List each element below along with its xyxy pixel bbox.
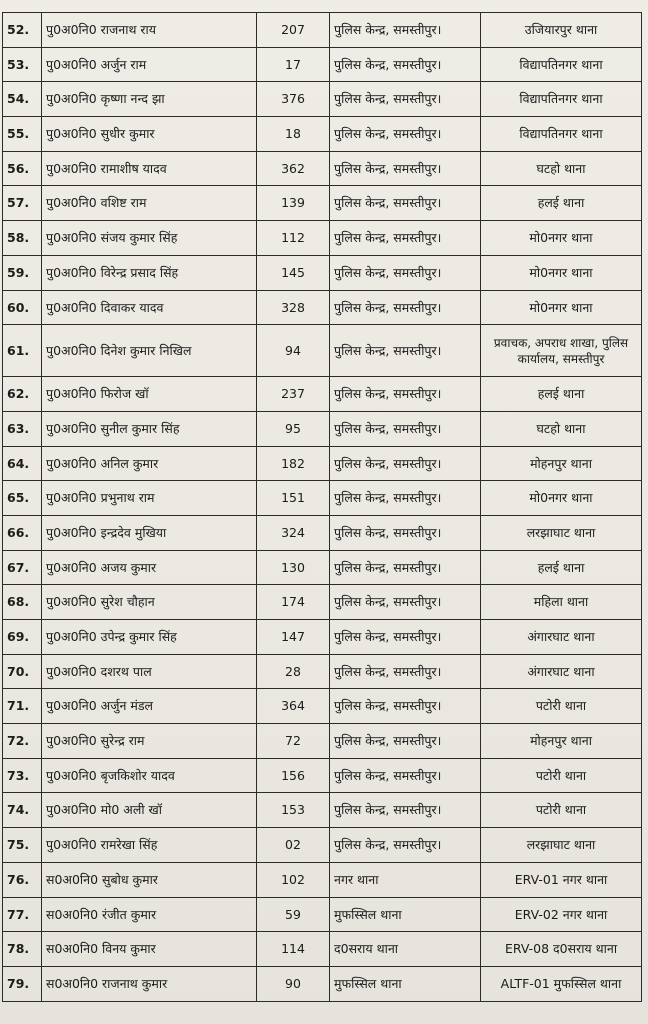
- badge-number: 237: [257, 377, 330, 412]
- officer-name: पु0अ0नि0 मो0 अली खॉ: [42, 793, 257, 828]
- officer-name: पु0अ0नि0 सुधीर कुमार: [42, 117, 257, 152]
- table-row: [3, 585, 642, 620]
- badge-number: 174: [257, 585, 330, 620]
- current-posting: पुलिस केन्द्र, समस्तीपुर।: [330, 689, 481, 724]
- serial-number: 72.: [3, 724, 42, 759]
- serial-number: 53.: [3, 47, 42, 82]
- transfer-table: [2, 12, 642, 1002]
- current-posting: पुलिस केन्द्र, समस्तीपुर।: [330, 585, 481, 620]
- badge-number: 145: [257, 255, 330, 290]
- new-posting: लरझाघाट थाना: [481, 828, 642, 863]
- table-row: [3, 793, 642, 828]
- table-row: [3, 13, 642, 48]
- new-posting: पटोरी थाना: [481, 689, 642, 724]
- officer-name: पु0अ0नि0 अर्जुन मंडल: [42, 689, 257, 724]
- badge-number: 182: [257, 446, 330, 481]
- officer-name: पु0अ0नि0 उपेन्द्र कुमार सिंह: [42, 620, 257, 655]
- new-posting: प्रवाचक, अपराध शाखा, पुलिस कार्यालय, समस्तीपुर: [481, 325, 642, 377]
- current-posting: पुलिस केन्द्र, समस्तीपुर।: [330, 793, 481, 828]
- table-row: [3, 377, 642, 412]
- new-posting: ERV-08 द0सराय थाना: [481, 932, 642, 967]
- officer-name: पु0अ0नि0 अजय कुमार: [42, 550, 257, 585]
- current-posting: पुलिस केन्द्र, समस्तीपुर।: [330, 290, 481, 325]
- new-posting: हलई थाना: [481, 377, 642, 412]
- serial-number: 52.: [3, 13, 42, 48]
- current-posting: पुलिस केन्द्र, समस्तीपुर।: [330, 515, 481, 550]
- officer-name: पु0अ0नि0 दिनेश कुमार निखिल: [42, 325, 257, 377]
- table-row: [3, 411, 642, 446]
- table-row: [3, 446, 642, 481]
- serial-number: 54.: [3, 82, 42, 117]
- badge-number: 59: [257, 897, 330, 932]
- serial-number: 58.: [3, 221, 42, 256]
- new-posting: मो0नगर थाना: [481, 221, 642, 256]
- badge-number: 147: [257, 620, 330, 655]
- new-posting: मोहनपुर थाना: [481, 724, 642, 759]
- serial-number: 77.: [3, 897, 42, 932]
- badge-number: 364: [257, 689, 330, 724]
- current-posting: पुलिस केन्द्र, समस्तीपुर।: [330, 221, 481, 256]
- serial-number: 78.: [3, 932, 42, 967]
- current-posting: पुलिस केन्द्र, समस्तीपुर।: [330, 620, 481, 655]
- officer-name: पु0अ0नि0 सुनील कुमार सिंह: [42, 411, 257, 446]
- officer-name: पु0अ0नि0 कृष्णा नन्द झा: [42, 82, 257, 117]
- new-posting: विद्यापतिनगर थाना: [481, 117, 642, 152]
- serial-number: 62.: [3, 377, 42, 412]
- officer-name: पु0अ0नि0 सुरेन्द्र राम: [42, 724, 257, 759]
- serial-number: 65.: [3, 481, 42, 516]
- current-posting: पुलिस केन्द्र, समस्तीपुर।: [330, 724, 481, 759]
- new-posting: हलई थाना: [481, 550, 642, 585]
- badge-number: 362: [257, 151, 330, 186]
- new-posting: अंगारघाट थाना: [481, 654, 642, 689]
- current-posting: पुलिस केन्द्र, समस्तीपुर।: [330, 758, 481, 793]
- badge-number: 28: [257, 654, 330, 689]
- badge-number: 72: [257, 724, 330, 759]
- serial-number: 59.: [3, 255, 42, 290]
- current-posting: पुलिस केन्द्र, समस्तीपुर।: [330, 47, 481, 82]
- new-posting: मो0नगर थाना: [481, 481, 642, 516]
- serial-number: 55.: [3, 117, 42, 152]
- table-row: [3, 151, 642, 186]
- badge-number: 95: [257, 411, 330, 446]
- badge-number: 153: [257, 793, 330, 828]
- current-posting: पुलिस केन्द्र, समस्तीपुर।: [330, 151, 481, 186]
- serial-number: 60.: [3, 290, 42, 325]
- new-posting: उजियारपुर थाना: [481, 13, 642, 48]
- new-posting: महिला थाना: [481, 585, 642, 620]
- table-row: [3, 255, 642, 290]
- badge-number: 130: [257, 550, 330, 585]
- table-row: [3, 481, 642, 516]
- table-row: [3, 758, 642, 793]
- serial-number: 61.: [3, 325, 42, 377]
- new-posting: पटोरी थाना: [481, 758, 642, 793]
- table-row: [3, 724, 642, 759]
- current-posting: पुलिस केन्द्र, समस्तीपुर।: [330, 186, 481, 221]
- officer-name: स0अ0नि0 राजनाथ कुमार: [42, 966, 257, 1001]
- badge-number: 114: [257, 932, 330, 967]
- serial-number: 76.: [3, 862, 42, 897]
- officer-name: पु0अ0नि0 प्रभुनाथ राम: [42, 481, 257, 516]
- new-posting: घटहो थाना: [481, 411, 642, 446]
- table-row: [3, 290, 642, 325]
- officer-name: स0अ0नि0 रंजीत कुमार: [42, 897, 257, 932]
- current-posting: पुलिस केन्द्र, समस्तीपुर।: [330, 255, 481, 290]
- table-row: [3, 325, 642, 377]
- current-posting: पुलिस केन्द्र, समस्तीपुर।: [330, 828, 481, 863]
- new-posting: पटोरी थाना: [481, 793, 642, 828]
- new-posting: घटहो थाना: [481, 151, 642, 186]
- table-body: [3, 13, 642, 1002]
- table-row: [3, 620, 642, 655]
- current-posting: द0सराय थाना: [330, 932, 481, 967]
- current-posting: पुलिस केन्द्र, समस्तीपुर।: [330, 550, 481, 585]
- new-posting: लरझाघाट थाना: [481, 515, 642, 550]
- badge-number: 376: [257, 82, 330, 117]
- new-posting: ERV-02 नगर थाना: [481, 897, 642, 932]
- badge-number: 17: [257, 47, 330, 82]
- badge-number: 139: [257, 186, 330, 221]
- current-posting: पुलिस केन्द्र, समस्तीपुर।: [330, 654, 481, 689]
- serial-number: 66.: [3, 515, 42, 550]
- badge-number: 151: [257, 481, 330, 516]
- table-row: [3, 82, 642, 117]
- badge-number: 207: [257, 13, 330, 48]
- table-row: [3, 47, 642, 82]
- new-posting: मो0नगर थाना: [481, 290, 642, 325]
- table-row: [3, 117, 642, 152]
- badge-number: 90: [257, 966, 330, 1001]
- badge-number: 02: [257, 828, 330, 863]
- new-posting: विद्यापतिनगर थाना: [481, 47, 642, 82]
- new-posting: हलई थाना: [481, 186, 642, 221]
- table-row: [3, 221, 642, 256]
- current-posting: पुलिस केन्द्र, समस्तीपुर।: [330, 82, 481, 117]
- officer-name: पु0अ0नि0 रामाशीष यादव: [42, 151, 257, 186]
- serial-number: 57.: [3, 186, 42, 221]
- table-row: [3, 966, 642, 1001]
- current-posting: पुलिस केन्द्र, समस्तीपुर।: [330, 411, 481, 446]
- badge-number: 156: [257, 758, 330, 793]
- new-posting: मोहनपुर थाना: [481, 446, 642, 481]
- new-posting: विद्यापतिनगर थाना: [481, 82, 642, 117]
- current-posting: पुलिस केन्द्र, समस्तीपुर।: [330, 13, 481, 48]
- table-row: [3, 897, 642, 932]
- badge-number: 328: [257, 290, 330, 325]
- table-row: [3, 932, 642, 967]
- officer-name: पु0अ0नि0 सुरेश चौहान: [42, 585, 257, 620]
- current-posting: पुलिस केन्द्र, समस्तीपुर।: [330, 446, 481, 481]
- officer-name: पु0अ0नि0 इन्द्रदेव मुखिया: [42, 515, 257, 550]
- officer-name: पु0अ0नि0 वशिष्ट राम: [42, 186, 257, 221]
- serial-number: 79.: [3, 966, 42, 1001]
- badge-number: 102: [257, 862, 330, 897]
- officer-name: पु0अ0नि0 बृजकिशोर यादव: [42, 758, 257, 793]
- serial-number: 70.: [3, 654, 42, 689]
- current-posting: पुलिस केन्द्र, समस्तीपुर।: [330, 117, 481, 152]
- current-posting: मुफस्सिल थाना: [330, 897, 481, 932]
- current-posting: मुफस्सिल थाना: [330, 966, 481, 1001]
- table-row: [3, 689, 642, 724]
- officer-name: स0अ0नि0 सुबोध कुमार: [42, 862, 257, 897]
- current-posting: पुलिस केन्द्र, समस्तीपुर।: [330, 325, 481, 377]
- serial-number: 63.: [3, 411, 42, 446]
- new-posting: मो0नगर थाना: [481, 255, 642, 290]
- serial-number: 64.: [3, 446, 42, 481]
- serial-number: 67.: [3, 550, 42, 585]
- table-row: [3, 550, 642, 585]
- new-posting: अंगारघाट थाना: [481, 620, 642, 655]
- officer-name: पु0अ0नि0 दशरथ पाल: [42, 654, 257, 689]
- serial-number: 69.: [3, 620, 42, 655]
- table-row: [3, 515, 642, 550]
- officer-name: पु0अ0नि0 दिवाकर यादव: [42, 290, 257, 325]
- officer-name: स0अ0नि0 विनय कुमार: [42, 932, 257, 967]
- current-posting: पुलिस केन्द्र, समस्तीपुर।: [330, 481, 481, 516]
- new-posting: ALTF-01 मुफस्सिल थाना: [481, 966, 642, 1001]
- badge-number: 18: [257, 117, 330, 152]
- officer-name: पु0अ0नि0 विरेन्द्र प्रसाद सिंह: [42, 255, 257, 290]
- officer-name: पु0अ0नि0 अनिल कुमार: [42, 446, 257, 481]
- table-row: [3, 654, 642, 689]
- table-row: [3, 186, 642, 221]
- badge-number: 94: [257, 325, 330, 377]
- table-row: [3, 828, 642, 863]
- serial-number: 73.: [3, 758, 42, 793]
- serial-number: 71.: [3, 689, 42, 724]
- officer-name: पु0अ0नि0 फिरोज खॉ: [42, 377, 257, 412]
- serial-number: 74.: [3, 793, 42, 828]
- table-row: [3, 862, 642, 897]
- serial-number: 68.: [3, 585, 42, 620]
- current-posting: नगर थाना: [330, 862, 481, 897]
- officer-name: पु0अ0नि0 अर्जुन राम: [42, 47, 257, 82]
- officer-name: पु0अ0नि0 रामरेखा सिंह: [42, 828, 257, 863]
- serial-number: 75.: [3, 828, 42, 863]
- officer-name: पु0अ0नि0 संजय कुमार सिंह: [42, 221, 257, 256]
- serial-number: 56.: [3, 151, 42, 186]
- officer-name: पु0अ0नि0 राजनाथ राय: [42, 13, 257, 48]
- new-posting: ERV-01 नगर थाना: [481, 862, 642, 897]
- badge-number: 112: [257, 221, 330, 256]
- current-posting: पुलिस केन्द्र, समस्तीपुर।: [330, 377, 481, 412]
- badge-number: 324: [257, 515, 330, 550]
